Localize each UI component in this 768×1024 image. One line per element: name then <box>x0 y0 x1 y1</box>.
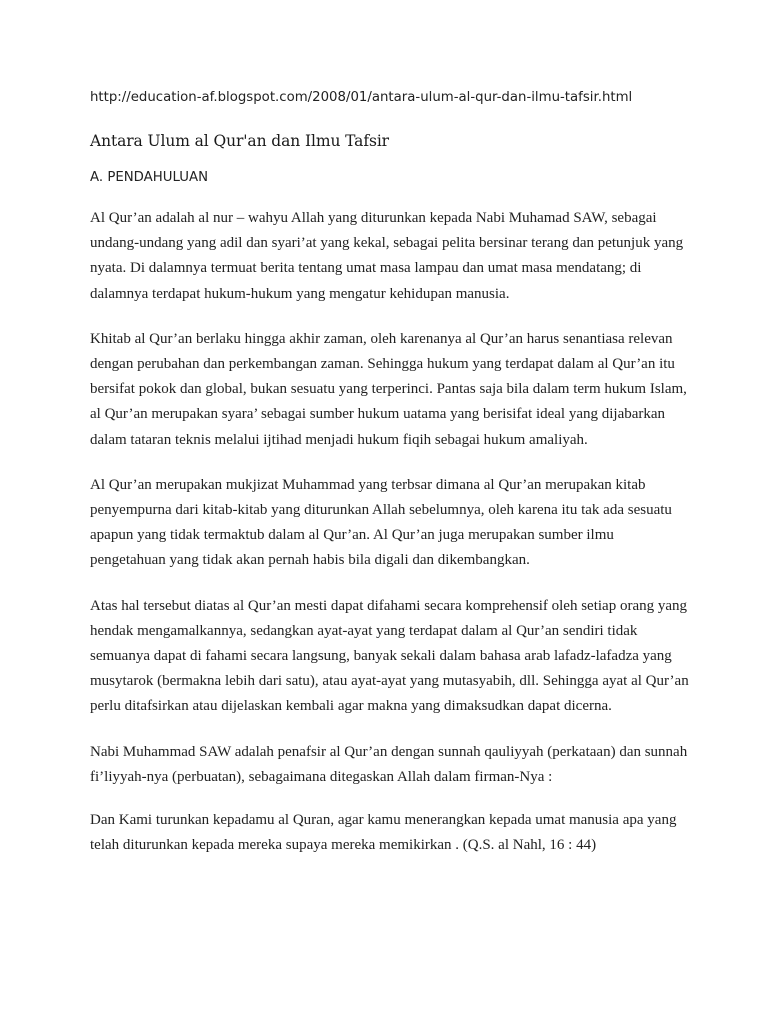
paragraph: Al Qur’an merupakan mukjizat Muhammad yang terbsar dimana al Qur’an merupakan kitab penyempurna dari kitab-kitab yang diturunkan Allah sebelumnya, oleh karena itu tak ada sesuatu apapun yang tidak termaktub dalam al Qur’an. Al Qur’an juga merupakan sumber ilmu pengetahuan yang tidak akan pernah habis bila digali dan dikembangkan. <box>90 476 672 569</box>
paragraph: Nabi Muhammad SAW adalah penafsir al Qur’an dengan sunnah qauliyyah (perkataan) dan sunnah fi’liyyah-nya (perbuatan), sebagaimana ditegaskan Allah dalam firman-Nya : <box>90 743 688 785</box>
document-title: Antara Ulum al Qur'an dan Ilmu Tafsir <box>90 132 389 150</box>
paragraph: Atas hal tersebut diatas al Qur’an mesti dapat difahami secara komprehensif oleh setiap orang yang hendak mengamalkannya, sedangkan ayat-ayat yang terdapat dalam al Qur’an sendiri tidak semuanya dapat di fahami secara langsung, banyak sekali dalam bahasa arab lafadz-lafadza yang musytarok (bermakna lebih dari satu), atau ayat-ayat yang mutasyabih, dll. Sehingga ayat al Qur’an perlu ditafsirkan atau dijelaskan kembali agar makna yang dimaksudkan dapat dicerna. <box>90 597 689 715</box>
quranic-quote: Dan Kami turunkan kepadamu al Quran, agar kamu menerangkan kepada umat manusia apa yang telah diturunkan kepada mereka supaya mereka memikirkan . (Q.S. al Nahl, 16 : 44) <box>90 812 677 854</box>
paragraph: Khitab al Qur’an berlaku hingga akhir zaman, oleh karenanya al Qur’an harus senantiasa relevan dengan perubahan dan perkembangan zaman. Sehingga hukum yang terdapat dalam al Qur’an itu bersifat pokok dan global, bukan sesuatu yang terperinci. Pantas saja bila dalam term hukum Islam, al Qur’an merupakan syara’ sebagai sumber hukum uatama yang berisifat ideal yang dijabarkan dalam tataran teknis melalui ijtihad menjadi hukum fiqih sebagai hukum amaliyah. <box>90 330 687 448</box>
section-heading: A. PENDAHULUAN <box>90 170 209 185</box>
document-page <box>90 88 690 858</box>
paragraph: Al Qur’an adalah al nur – wahyu Allah yang diturunkan kepada Nabi Muhamad SAW, sebagai undang-undang yang adil dan syari’at yang kekal, sebagai pelita bersinar terang dan petunjuk yang nyata. Di dalamnya termuat berita tentang umat masa lampau dan umat masa mendatang; di dalamnya terdapat hukum-hukum yang mengatur kehidupan manusia. <box>90 210 684 302</box>
source-url: http://education-af.blogspot.com/2008/01/antara-ulum-al-qur-dan-ilmu-tafsir.html <box>90 90 633 105</box>
